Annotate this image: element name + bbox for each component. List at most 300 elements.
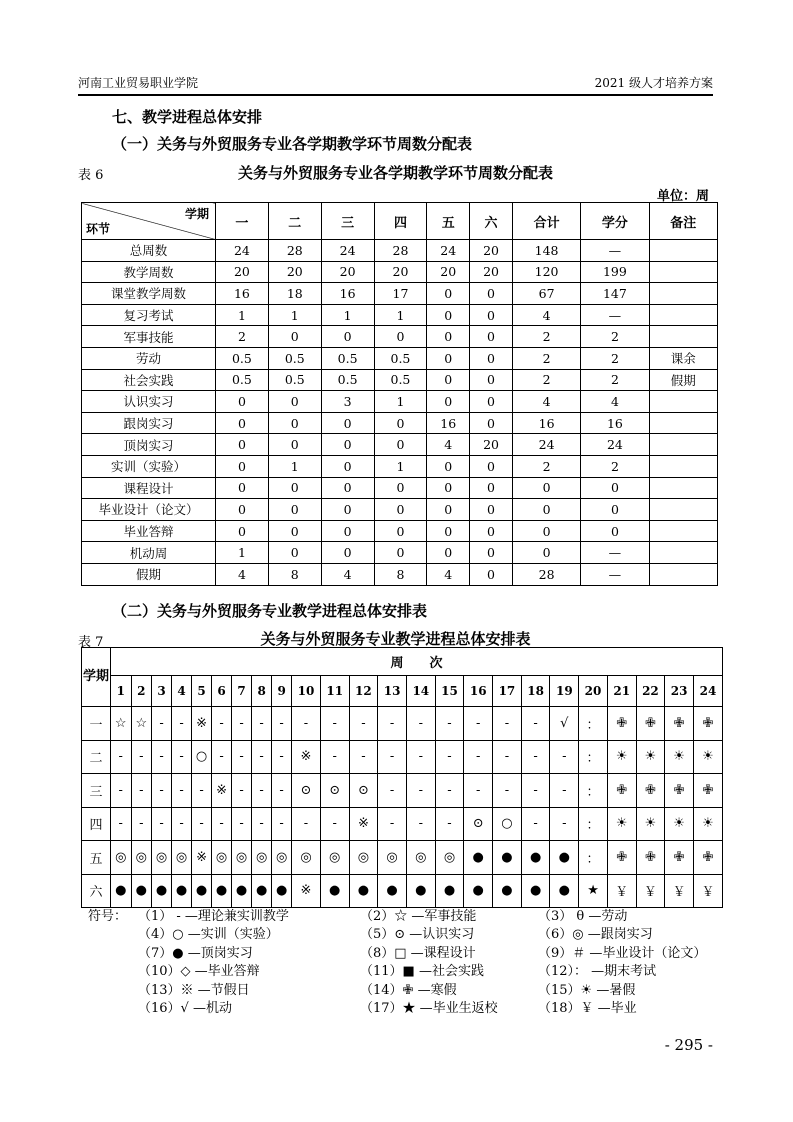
table6-row <box>82 477 718 499</box>
table6-cell: 0 <box>321 412 374 434</box>
schedule-cell: - <box>378 707 407 741</box>
schedule-cell: - <box>212 740 232 774</box>
subsection-title-2: （二）关务与外贸服务专业教学进程总体安排表 <box>112 602 428 620</box>
schedule-cell: - <box>111 807 132 841</box>
schedule-cell: ◎ <box>292 841 321 875</box>
schedule-cell: ◎ <box>252 841 272 875</box>
week-number: 12 <box>349 676 378 707</box>
schedule-cell: - <box>272 707 292 741</box>
table6-cell: 0 <box>374 412 427 434</box>
schedule-cell: - <box>320 807 349 841</box>
legend-row <box>88 1000 728 1018</box>
schedule-cell: - <box>406 807 435 841</box>
table6-cell: 0 <box>321 434 374 456</box>
table6-col-header: 一 <box>216 203 269 240</box>
table6-row <box>82 455 718 477</box>
table6-body <box>82 240 718 586</box>
schedule-cell: ※ <box>212 774 232 808</box>
table6-cell: — <box>581 563 649 585</box>
legend-item: （2）☆ —军事技能 <box>360 909 477 924</box>
schedule-cell: ◎ <box>435 841 464 875</box>
table6-cell: 4 <box>216 563 269 585</box>
schedule-cell: - <box>406 707 435 741</box>
table6-cell: 0 <box>216 499 269 521</box>
schedule-cell: - <box>252 707 272 741</box>
week-number: 10 <box>292 676 321 707</box>
table7-head <box>82 648 723 707</box>
schedule-cell: ● <box>521 874 550 908</box>
table6-cell: 教学周数 <box>82 261 216 283</box>
legend-item: （10）◇ —毕业答辩 <box>138 964 260 980</box>
table6-cell: 0 <box>216 477 269 499</box>
schedule-cell: - <box>493 740 522 774</box>
schedule-cell: - <box>252 807 272 841</box>
table6-cell: 0 <box>427 455 470 477</box>
table6-cell: 劳动 <box>82 347 216 369</box>
legend-item: （5）⊙ —认识实习 <box>360 927 475 943</box>
schedule-cell: ☀ <box>665 807 694 841</box>
week-number: 4 <box>172 676 192 707</box>
table6-cell: 0 <box>512 499 580 521</box>
schedule-cell: - <box>464 740 493 774</box>
schedule-cell: - <box>292 807 321 841</box>
schedule-cell: ● <box>493 874 522 908</box>
table6-cell: 0 <box>427 391 470 413</box>
table6-cell: 0 <box>470 391 513 413</box>
legend-item: （15）☀ —暑假 <box>538 982 636 998</box>
table7-header-row <box>82 648 723 676</box>
table6-cell: 0 <box>268 326 321 348</box>
schedule-cell: - <box>152 774 172 808</box>
table6-cell <box>649 499 717 521</box>
week-number: 3 <box>152 676 172 707</box>
table6-cell: 0 <box>321 499 374 521</box>
week-number: 7 <box>232 676 252 707</box>
week-number: 5 <box>192 676 212 707</box>
schedule-cell: - <box>349 707 378 741</box>
table6-cell <box>649 520 717 542</box>
table6-row <box>82 520 718 542</box>
subsection-title-1: （一）关务与外贸服务专业各学期教学环节周数分配表 <box>112 135 473 153</box>
schedule-cell: ✙ <box>693 707 722 741</box>
legend-item: （13）※ —节假日 <box>138 982 250 998</box>
schedule-cell: - <box>212 807 232 841</box>
schedule-cell: ● <box>172 874 192 908</box>
schedule-cell: ☀ <box>665 740 694 774</box>
table6-cell: 16 <box>321 283 374 305</box>
schedule-cell: - <box>320 707 349 741</box>
week-number: 22 <box>636 676 665 707</box>
schedule-cell: ✙ <box>636 707 665 741</box>
legend-row <box>88 945 728 963</box>
table7-title: 关务与外贸服务专业教学进程总体安排表 <box>260 630 531 648</box>
schedule-cell: - <box>131 740 152 774</box>
table6-cell: 0 <box>216 434 269 456</box>
legend-item: （3） θ —劳动 <box>538 909 628 924</box>
table6-cell: 24 <box>427 240 470 262</box>
schedule-cell: - <box>272 774 292 808</box>
table6-cell: 2 <box>581 369 649 391</box>
schedule-cell: - <box>521 707 550 741</box>
table6-cell: 0.5 <box>216 347 269 369</box>
schedule-cell: ： <box>579 774 608 808</box>
table6-cell: 16 <box>427 412 470 434</box>
table6-row <box>82 240 718 262</box>
schedule-cell: ✙ <box>665 707 694 741</box>
table6-row <box>82 391 718 413</box>
teaching-schedule-table <box>81 647 723 908</box>
table6-cell: 0 <box>470 304 513 326</box>
legend-row <box>88 908 728 926</box>
schedule-cell: - <box>212 707 232 741</box>
table6-cell: 0 <box>512 477 580 499</box>
legend-item: （14）✙ —寒假 <box>360 982 457 998</box>
table6-cell: 0 <box>374 499 427 521</box>
term-label: 六 <box>82 874 111 908</box>
schedule-cell: - <box>232 740 252 774</box>
table6-cell: 军事技能 <box>82 326 216 348</box>
schedule-cell: - <box>521 774 550 808</box>
table6-cell: 20 <box>470 240 513 262</box>
table6-cell <box>649 412 717 434</box>
table6-corner-cell <box>82 203 216 240</box>
schedule-cell: - <box>152 740 172 774</box>
table6-cell: 0 <box>216 520 269 542</box>
week-number: 16 <box>464 676 493 707</box>
table6-cell: 0 <box>512 542 580 564</box>
table6-cell: 16 <box>581 412 649 434</box>
table6-title: 关务与外贸服务专业各学期教学环节周数分配表 <box>237 164 553 182</box>
corner-link-label: 环节 <box>86 222 111 236</box>
table6-cell: 4 <box>427 434 470 456</box>
table6-cell: 0 <box>581 520 649 542</box>
schedule-cell: - <box>232 707 252 741</box>
schedule-cell: - <box>435 740 464 774</box>
schedule-cell: ● <box>320 874 349 908</box>
schedule-cell: ● <box>232 874 252 908</box>
schedule-cell: ※ <box>192 707 212 741</box>
table6-cell: 0 <box>470 563 513 585</box>
schedule-cell: ￥ <box>665 874 694 908</box>
table6-cell <box>649 283 717 305</box>
table6-row <box>82 542 718 564</box>
table6-cell: 0.5 <box>268 347 321 369</box>
table6-cell: 0 <box>427 369 470 391</box>
schedule-cell: ※ <box>349 807 378 841</box>
table6-cell: 0 <box>581 499 649 521</box>
schedule-cell: - <box>232 807 252 841</box>
legend-item: （4）○ —实训（实验） <box>138 927 279 943</box>
table6-cell <box>649 240 717 262</box>
schedule-cell: - <box>152 807 172 841</box>
table6-col-header: 四 <box>374 203 427 240</box>
table6-cell: 20 <box>470 434 513 456</box>
table6-cell: 0 <box>512 520 580 542</box>
schedule-cell: ● <box>272 874 292 908</box>
table6-cell <box>649 326 717 348</box>
schedule-cell: - <box>435 807 464 841</box>
table6-cell: — <box>581 240 649 262</box>
table6-cell: 2 <box>216 326 269 348</box>
table6-cell: 0 <box>427 499 470 521</box>
legend-item: （1） - —理论兼实训教学 <box>138 909 289 924</box>
table6-cell: 顶岗实习 <box>82 434 216 456</box>
term-label: 五 <box>82 841 111 875</box>
schedule-cell: ￥ <box>636 874 665 908</box>
table6-cell: 0 <box>470 477 513 499</box>
table6-cell: 4 <box>512 391 580 413</box>
table6-col-header: 六 <box>470 203 513 240</box>
schedule-cell: ◎ <box>131 841 152 875</box>
table6-cell: 0 <box>321 455 374 477</box>
table6-cell: 0 <box>374 434 427 456</box>
legend-row <box>88 982 728 1000</box>
schedule-cell: ⊙ <box>464 807 493 841</box>
schedule-cell: - <box>111 740 132 774</box>
table6-cell: 0 <box>470 369 513 391</box>
table6-row <box>82 412 718 434</box>
table6-cell: 0 <box>470 412 513 434</box>
table6-cell: 0 <box>470 347 513 369</box>
table6-cell: 16 <box>512 412 580 434</box>
table6-cell: 24 <box>512 434 580 456</box>
schedule-cell: ● <box>464 874 493 908</box>
table6-cell <box>649 304 717 326</box>
table6-cell: 0 <box>321 520 374 542</box>
table6-cell: 1 <box>268 304 321 326</box>
week-number: 1 <box>111 676 132 707</box>
table6-cell: 0 <box>470 455 513 477</box>
table6-cell: 毕业设计（论文） <box>82 499 216 521</box>
schedule-cell: ※ <box>192 841 212 875</box>
schedule-cell: ● <box>131 874 152 908</box>
table6-row <box>82 304 718 326</box>
table6-cell: 1 <box>374 391 427 413</box>
table6-col-header: 学分 <box>581 203 649 240</box>
week-number: 23 <box>665 676 694 707</box>
schedule-cell: ✙ <box>607 774 636 808</box>
schedule-cell: ✙ <box>607 707 636 741</box>
schedule-cell: - <box>521 740 550 774</box>
legend-row <box>88 963 728 981</box>
table6-cell: 1 <box>321 304 374 326</box>
table6-cell: 跟岗实习 <box>82 412 216 434</box>
table6-cell: 0 <box>374 520 427 542</box>
table6-cell <box>649 261 717 283</box>
schedule-cell: ● <box>435 874 464 908</box>
table6-cell: 2 <box>512 369 580 391</box>
weeks-allocation-table <box>81 202 718 586</box>
week-number: 11 <box>320 676 349 707</box>
schedule-cell: - <box>272 807 292 841</box>
table6-cell: 20 <box>216 261 269 283</box>
schedule-cell: - <box>435 774 464 808</box>
header-rule <box>78 94 713 96</box>
schedule-cell: ☆ <box>111 707 132 741</box>
schedule-cell: ✙ <box>636 774 665 808</box>
schedule-cell: ☀ <box>607 807 636 841</box>
schedule-cell: ● <box>493 841 522 875</box>
table7-body <box>82 707 723 908</box>
table6-row <box>82 283 718 305</box>
schedule-cell: ◎ <box>111 841 132 875</box>
schedule-cell: ✙ <box>693 841 722 875</box>
schedule-cell: ★ <box>579 874 608 908</box>
table6-label: 表 6 <box>78 168 104 183</box>
table6-row <box>82 347 718 369</box>
table6-cell: 20 <box>268 261 321 283</box>
header-doc-title: 2021 级人才培养方案 <box>594 76 713 90</box>
schedule-cell: ✙ <box>665 774 694 808</box>
schedule-cell: - <box>152 707 172 741</box>
week-number: 15 <box>435 676 464 707</box>
table6-cell: 1 <box>268 455 321 477</box>
schedule-cell: √ <box>550 707 579 741</box>
schedule-cell: ✙ <box>665 841 694 875</box>
schedule-cell: ☆ <box>131 707 152 741</box>
table6-cell: 0 <box>470 542 513 564</box>
table6-cell: 0 <box>321 542 374 564</box>
table6-cell: 0 <box>216 412 269 434</box>
section-title: 七、教学进程总体安排 <box>112 108 263 126</box>
schedule-cell: ※ <box>292 740 321 774</box>
table7-row <box>82 707 723 741</box>
schedule-cell: - <box>406 740 435 774</box>
schedule-cell: ○ <box>192 740 212 774</box>
table6-cell: 0.5 <box>268 369 321 391</box>
table6-cell: 2 <box>581 347 649 369</box>
table6-unit: 单位：周 <box>656 189 709 204</box>
schedule-cell: ： <box>579 707 608 741</box>
table6-cell: 2 <box>581 455 649 477</box>
schedule-cell: ☀ <box>693 740 722 774</box>
schedule-cell: ● <box>378 874 407 908</box>
table6-cell <box>649 542 717 564</box>
table6-cell <box>649 563 717 585</box>
schedule-cell: - <box>406 774 435 808</box>
table6-col-header: 五 <box>427 203 470 240</box>
table6-cell: 3 <box>321 391 374 413</box>
table6-cell: 148 <box>512 240 580 262</box>
schedule-cell: ◎ <box>172 841 192 875</box>
schedule-cell: ⊙ <box>320 774 349 808</box>
schedule-cell: - <box>464 774 493 808</box>
schedule-cell: - <box>192 807 212 841</box>
table6-cell: 0 <box>268 434 321 456</box>
schedule-cell: ● <box>212 874 232 908</box>
table6-row <box>82 434 718 456</box>
schedule-cell: - <box>252 740 272 774</box>
table6-cell: 199 <box>581 261 649 283</box>
table6-cell: 8 <box>374 563 427 585</box>
table6-cell: 16 <box>216 283 269 305</box>
schedule-cell: ● <box>349 874 378 908</box>
table6-cell: 20 <box>374 261 427 283</box>
table6-cell: 0 <box>427 520 470 542</box>
table6-cell: 机动周 <box>82 542 216 564</box>
legend-row <box>88 926 728 944</box>
table6-cell: 28 <box>268 240 321 262</box>
schedule-cell: ☀ <box>607 740 636 774</box>
table6-cell: 社会实践 <box>82 369 216 391</box>
table6-cell: 课程设计 <box>82 477 216 499</box>
schedule-cell: - <box>550 740 579 774</box>
term-label: 四 <box>82 807 111 841</box>
schedule-cell: - <box>320 740 349 774</box>
table6-cell: — <box>581 542 649 564</box>
schedule-cell: ● <box>406 874 435 908</box>
legend-prefix: 符号： <box>88 909 128 924</box>
schedule-cell: ⊙ <box>349 774 378 808</box>
table6-cell: 147 <box>581 283 649 305</box>
table6-row <box>82 326 718 348</box>
week-number: 9 <box>272 676 292 707</box>
page-number: - 295 - <box>664 1036 713 1054</box>
table6-cell: 0 <box>216 455 269 477</box>
table6-cell: 0 <box>427 477 470 499</box>
table6-cell <box>649 434 717 456</box>
schedule-cell: ◎ <box>212 841 232 875</box>
schedule-cell: ￥ <box>607 874 636 908</box>
table6-cell: 0 <box>470 499 513 521</box>
term-header: 学期 <box>82 648 111 707</box>
table7-row <box>82 807 723 841</box>
table6-cell: 复习考试 <box>82 304 216 326</box>
schedule-cell: - <box>192 774 212 808</box>
week-number: 6 <box>212 676 232 707</box>
legend-item: （18）￥ —毕业 <box>538 1001 637 1017</box>
schedule-cell: ◎ <box>152 841 172 875</box>
table6-col-header: 合计 <box>512 203 580 240</box>
table6-cell: 0 <box>374 326 427 348</box>
table6-cell: 1 <box>216 542 269 564</box>
schedule-cell: ◎ <box>232 841 252 875</box>
schedule-cell: ● <box>550 874 579 908</box>
schedule-cell: ※ <box>292 874 321 908</box>
table6-cell: 0 <box>427 283 470 305</box>
week-number: 20 <box>579 676 608 707</box>
schedule-cell: ☀ <box>636 740 665 774</box>
table6-row <box>82 499 718 521</box>
table7-row <box>82 841 723 875</box>
table6-cell: 0 <box>581 477 649 499</box>
schedule-cell: - <box>172 740 192 774</box>
schedule-cell: - <box>550 807 579 841</box>
legend-item: （8）□ —课程设计 <box>360 945 476 961</box>
week-number: 21 <box>607 676 636 707</box>
corner-term-label: 学期 <box>184 207 209 221</box>
schedule-cell: ● <box>192 874 212 908</box>
table7-row <box>82 874 723 908</box>
table6-cell: 8 <box>268 563 321 585</box>
symbol-legend <box>88 908 728 1018</box>
table6-cell: 20 <box>427 261 470 283</box>
term-label: 三 <box>82 774 111 808</box>
legend-item: （17）★ —毕业生返校 <box>360 1001 498 1017</box>
schedule-cell: ： <box>579 740 608 774</box>
table6-cell: 18 <box>268 283 321 305</box>
schedule-cell: - <box>172 707 192 741</box>
table6-cell: 0 <box>321 477 374 499</box>
table6-cell: 0.5 <box>321 369 374 391</box>
legend-item: （9）＃ —毕业设计（论文） <box>538 945 707 961</box>
schedule-cell: ○ <box>493 807 522 841</box>
table7-row <box>82 740 723 774</box>
table6-cell: 4 <box>512 304 580 326</box>
table6-cell: 4 <box>321 563 374 585</box>
table6-col-header: 三 <box>321 203 374 240</box>
schedule-cell: - <box>349 740 378 774</box>
